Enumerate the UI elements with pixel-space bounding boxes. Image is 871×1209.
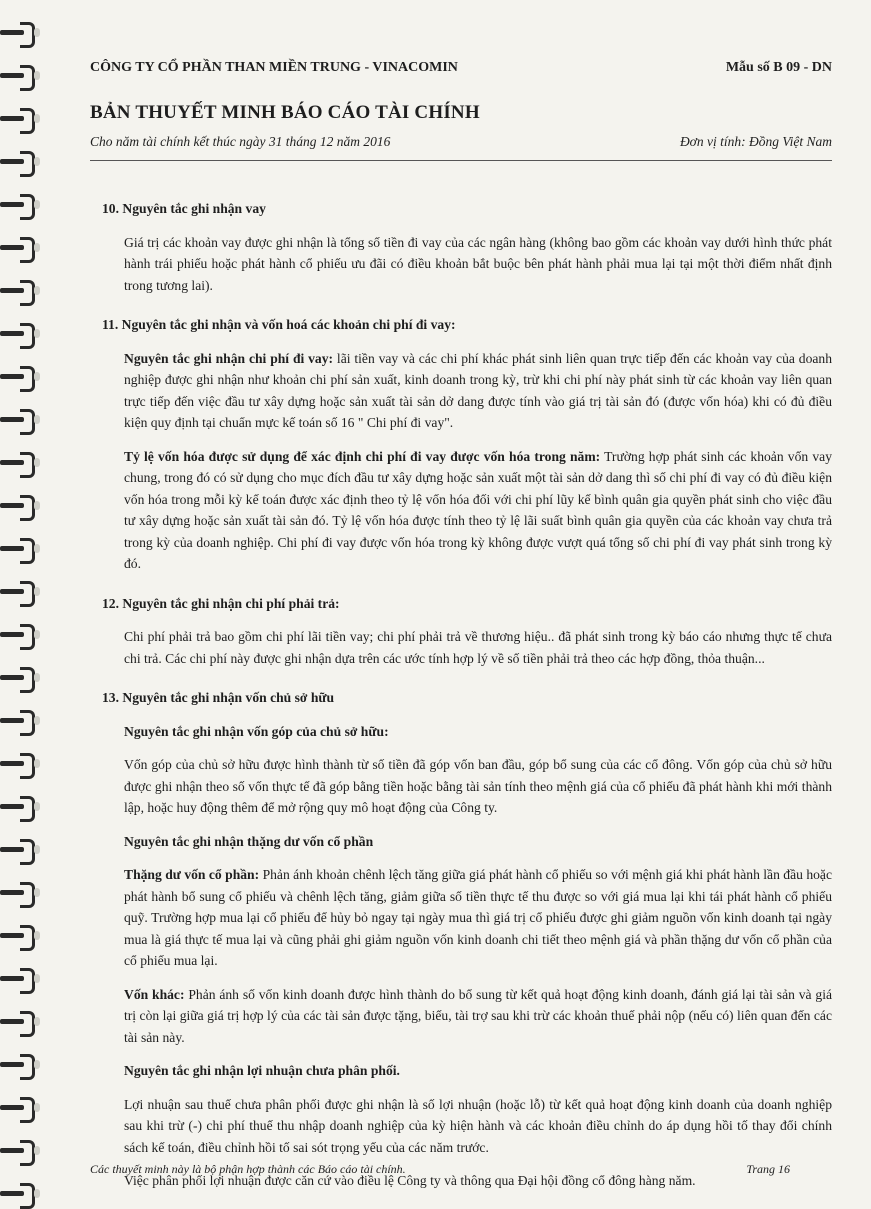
footer-note: Các thuyết minh này là bộ phận hợp thành các Báo cáo tài chính.: [90, 1162, 406, 1176]
binding-ring: [0, 319, 40, 349]
section-11-text-1: lãi tiền vay và các chi phí khác phát sinh liên quan trực tiếp đến các khoản vay của doanh nghiệp được ghi nhận như khoản chi phí sản xuất, kinh doanh trong kỳ, trừ khi chi phí này phát sinh từ các khoản vay liên quan trực tiếp đến việc đầu tư xây dựng hoặc sản xuất tài sản dở dang được tính vào giá trị tài sản đó (được vốn hóa) khi có đủ điều kiện quy định tại chuẩn mực kế toán số 16 " Chi phí đi vay".: [124, 350, 832, 430]
binding-ring: [0, 792, 40, 822]
section-13-sub-2-paragraph: [124, 864, 832, 972]
binding-ring: [0, 663, 40, 693]
section-13-sub-3-paragraph-2: Việc phân phối lợi nhuận được căn cứ vào điều lệ Công ty và thông qua Đại hội đồng cổ đông hàng năm.: [124, 1173, 696, 1188]
section-13-sub-1-paragraph: Vốn góp của chủ sở hữu được hình thành từ số tiền đã góp vốn ban đầu, góp bổ sung của các cổ đông. Vốn góp của chủ sở hữu được ghi nhận theo số vốn thực tế đã góp bằng tiền hoặc bằng tài sản tính theo mệnh giá của cổ phiếu đã phát hành khi mới thành lập, hoặc huy động thêm để mở rộng quy mô hoạt động của Công ty.: [124, 757, 832, 815]
binding-ring: [0, 706, 40, 736]
section-11-lead-1: Nguyên tắc ghi nhận chi phí đi vay:: [124, 350, 334, 366]
section-13-sub-3-paragraph-1: Lợi nhuận sau thuế chưa phân phối được ghi nhận là số lợi nhuận (hoặc lỗ) từ kết quả hoạt động kinh doanh của doanh nghiệp sau khi trừ (-) chi phí thuế thu nhập doanh nghiệp của kỳ hiện hành và các khoản điều chỉnh do áp dụng hồi tố thay đổi chính sách kế toán, điều chỉnh hồi tố sai sót trọng yếu của các năm trước.: [124, 1096, 832, 1155]
binding-ring: [0, 878, 40, 908]
section-11-title: 11. Nguyên tắc ghi nhận và vốn hoá các khoản chi phí đi vay:: [102, 317, 456, 332]
page-number: Trang 16: [746, 1162, 790, 1176]
form-code: Mẫu số B 09 - DN: [725, 60, 832, 75]
section-11-lead-2: Tỷ lệ vốn hóa được sử dụng để xác định chi phí đi vay được vốn hóa trong năm:: [124, 448, 601, 464]
binding-ring: [0, 1093, 40, 1123]
binding-ring: [0, 491, 40, 521]
binding-ring: [0, 534, 40, 564]
binding-ring: [0, 18, 40, 48]
header-divider: [90, 160, 832, 161]
binding-ring: [0, 1179, 40, 1209]
section-13-sub-2-text: Phản ánh khoản chênh lệch tăng giữa giá phát hành cổ phiếu so với mệnh giá khi phát hành lần đầu hoặc phát hành bổ sung cổ phiếu và chênh lệch tăng, giảm giữa số tiền thực tế thu được so với giá mua lại khi tái phát hành cổ phiếu quỹ. Trường hợp mua lại cổ phiếu để hủy bỏ ngay tại ngày mua thì giá trị cổ phiếu được ghi giảm nguồn vốn kinh doanh tại ngày mua là giá thực tế mua lại và cũng phải ghi giảm nguồn vốn kinh doanh chi tiết theo mệnh giá và phần thặng dư vốn cổ phần của cổ phiếu mua lại.: [124, 867, 832, 968]
section-13-sub-3-title: Nguyên tắc ghi nhận lợi nhuận chưa phân phối.: [124, 1063, 400, 1078]
section-12-title: 12. Nguyên tắc ghi nhận chi phí phải trả:: [102, 595, 340, 611]
spiral-binding: [0, 0, 46, 1200]
binding-ring: [0, 1007, 40, 1037]
section-11-paragraph-1: [124, 348, 832, 434]
currency-unit: Đơn vị tính: Đồng Việt Nam: [679, 134, 832, 149]
section-12-paragraph: Chi phí phải trả bao gồm chi phí lãi tiền vay; chi phí phải trả về thương hiệu.. đã phát sinh trong kỳ báo cáo nhưng thực tế chưa chi trả. Các chi phí này được ghi nhận dựa trên các ước tính hợp lý về số tiền phải trả theo các hợp đồng, thỏa thuận...: [124, 629, 832, 666]
binding-ring: [0, 620, 40, 650]
binding-ring: [0, 448, 40, 478]
section-13-sub-1-title: Nguyên tắc ghi nhận vốn góp của chủ sở hữu:: [124, 723, 389, 739]
binding-ring: [0, 835, 40, 865]
binding-ring: [0, 362, 40, 392]
binding-ring: [0, 147, 40, 177]
binding-ring: [0, 1136, 40, 1166]
reporting-period: Cho năm tài chính kết thúc ngày 31 tháng 12 năm 2016: [90, 134, 391, 149]
section-10-title: 10. Nguyên tắc ghi nhận vay: [102, 201, 266, 216]
section-13-other-capital-text: Phản ánh số vốn kinh doanh được hình thành do bổ sung từ kết quả hoạt động kinh doanh, đánh giá lại tài sản và giá trị còn lại giữa giá trị hợp lý của các tài sản được tặng, biếu, tài trợ sau khi trừ các khoản thuế phải nộp (nếu có) liên quan đến các tài sản này.: [124, 986, 832, 1045]
binding-ring: [0, 577, 40, 607]
section-13-sub-2-title: Nguyên tắc ghi nhận thặng dư vốn cổ phần: [124, 833, 374, 849]
section-13-other-capital-paragraph: [124, 984, 832, 1049]
section-13-sub-2-lead: Thặng dư vốn cổ phần:: [124, 867, 260, 882]
binding-ring: [0, 104, 40, 134]
binding-ring: [0, 964, 40, 994]
section-10-paragraph: Giá trị các khoản vay được ghi nhận là tổng số tiền đi vay của các ngân hàng (không bao gồm các khoản vay dưới hình thức phát hành trái phiếu hoặc phát hành cổ phiếu ưu đãi có điều khoản bắt buộc bên phát hành phải mua lại tại một thời điểm nhất định trong tương lai).: [124, 234, 832, 293]
binding-ring: [0, 276, 40, 306]
section-13-other-capital-lead: Vốn khác:: [124, 986, 185, 1002]
binding-ring: [0, 190, 40, 220]
binding-ring: [0, 61, 40, 91]
section-11-text-2: Trường hợp phát sinh các khoản vốn vay chung, trong đó có sử dụng cho mục đích đầu tư xây dựng hoặc sản xuất một tài sản dở dang thì số chi phí đi vay có đủ điều kiện vốn hóa trong mỗi kỳ kế toán được xác định theo tỷ lệ vốn hóa đối với chi phí lũy kế bình quân gia quyền phát sinh cho việc đầu tư xây dựng hoặc sản xuất tài sản đó. Tỷ lệ vốn hóa được tính theo tỷ lệ lãi suất bình quân gia quyền của các khoản vay chưa trả trong kỳ của doanh nghiệp. Chi phí đi vay được vốn hóa trong kỳ không được vượt quá tổng số chi phí đi vay phát sinh trong kỳ đó.: [124, 448, 832, 571]
binding-ring: [0, 405, 40, 435]
binding-ring: [0, 233, 40, 263]
document-body: [90, 198, 832, 1192]
document-title: BẢN THUYẾT MINH BÁO CÁO TÀI CHÍNH: [90, 102, 480, 123]
binding-ring: [0, 749, 40, 779]
section-13-title: 13. Nguyên tắc ghi nhận vốn chủ sở hữu: [102, 690, 335, 705]
binding-ring: [0, 921, 40, 951]
section-11-paragraph-2: [124, 446, 832, 575]
company-name: CÔNG TY CỔ PHẦN THAN MIỀN TRUNG - VINACOMIN: [90, 60, 458, 75]
binding-ring: [0, 1050, 40, 1080]
